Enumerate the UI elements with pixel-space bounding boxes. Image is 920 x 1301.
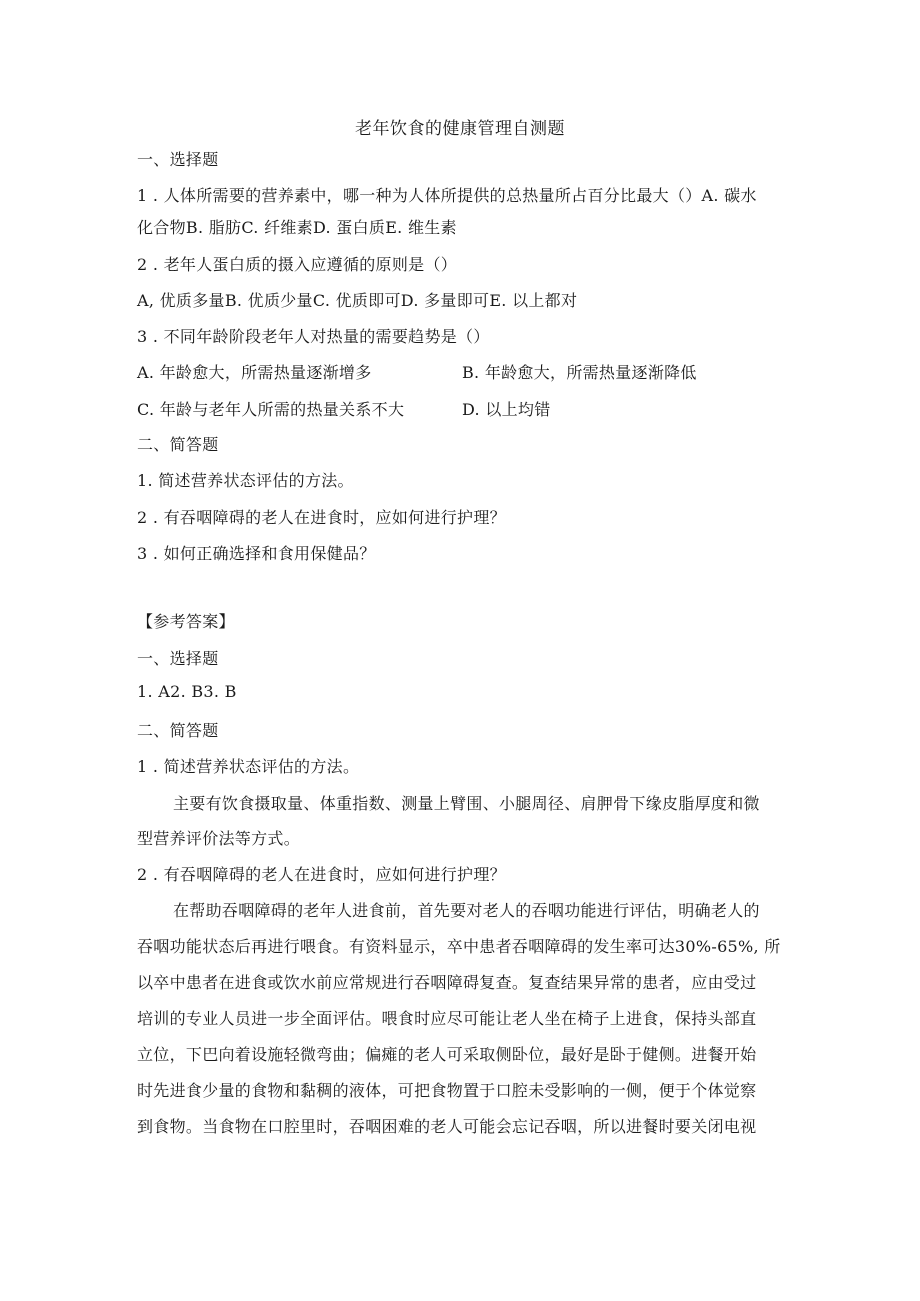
short-question-2: 2 . 有吞咽障碍的老人在进食时，应如何进行护理？ [137, 508, 506, 527]
answer-2-text-line-6: 时先进食少量的食物和黏稠的液体，可把食物置于口腔未受影响的一侧，便于个体觉察 [137, 1081, 757, 1100]
question-3-option-d: D. 以上均错 [462, 400, 551, 419]
question-3-option-c: C. 年龄与老年人所需的热量关系不大 [137, 400, 405, 419]
answer-1-text-line-1: 主要有饮食摄取量、体重指数、测量上臂围、小腿周径、肩胛骨下缘皮脂厚度和微 [173, 794, 760, 813]
answer-2-question: 2 . 有吞咽障碍的老人在进食时，应如何进行护理？ [137, 865, 506, 884]
section1-heading: 一、选择题 [137, 150, 219, 169]
section2-heading: 二、简答题 [137, 435, 219, 454]
answer-2-text-line-2: 吞咽功能状态后再进行喂食。有资料显示，卒中患者吞咽障碍的发生率可达30%-65%, 所 [137, 937, 781, 956]
document-title: 老年饮食的健康管理自测题 [355, 119, 565, 139]
answer-2-text-line-1: 在帮助吞咽障碍的老年人进食前，首先要对老人的吞咽功能进行评估，明确老人的 [173, 901, 760, 920]
question-2: 2 . 老年人蛋白质的摄入应遵循的原则是（） [137, 255, 458, 274]
question-1-line-1: 1 . 人体所需要的营养素中，哪一种为人体所提供的总热量所占百分比最大（）A. 碳水 [137, 186, 757, 205]
answers-section2-heading: 二、简答题 [137, 721, 219, 740]
answers-heading: 【参考答案】 [137, 612, 235, 631]
question-2-options: A, 优质多量B. 优质少量C. 优质即可D. 多量即可E. 以上都对 [137, 291, 578, 310]
question-3: 3 . 不同年龄阶段老年人对热量的需要趋势是（） [137, 327, 490, 346]
short-question-3: 3 . 如何正确选择和食用保健品？ [137, 544, 376, 563]
answer-1-text-line-2: 型营养评价法等方式。 [137, 829, 301, 848]
answers-section1-heading: 一、选择题 [137, 649, 219, 668]
answer-2-text-line-3: 以卒中患者在进食或饮水前应常规进行吞咽障碍复查。复查结果异常的患者，应由受过 [137, 973, 757, 992]
answer-2-text-line-5: 立位，下巴向着设施轻微弯曲；偏瘫的老人可采取侧卧位，最好是卧于健侧。进餐开始 [137, 1045, 757, 1064]
question-3-option-b: B. 年龄愈大，所需热量逐渐降低 [462, 363, 697, 382]
short-question-1: 1. 简述营养状态评估的方法。 [137, 471, 354, 490]
answer-1-question: 1 . 简述营养状态评估的方法。 [137, 757, 360, 776]
answer-2-text-line-7: 到食物。当食物在口腔里时，吞咽困难的老人可能会忘记吞咽，所以进餐时要关闭电视 [137, 1117, 757, 1136]
answer-2-text-line-4: 培训的专业人员进一步全面评估。喂食时应尽可能让老人坐在椅子上进食，保持头部直 [137, 1009, 757, 1028]
choice-answers: 1. A2. B3. B [137, 682, 237, 701]
question-3-option-a: A. 年龄愈大，所需热量逐渐增多 [137, 363, 372, 382]
question-1-line-2: 化合物B. 脂肪C. 纤维素D. 蛋白质E. 维生素 [137, 218, 457, 237]
